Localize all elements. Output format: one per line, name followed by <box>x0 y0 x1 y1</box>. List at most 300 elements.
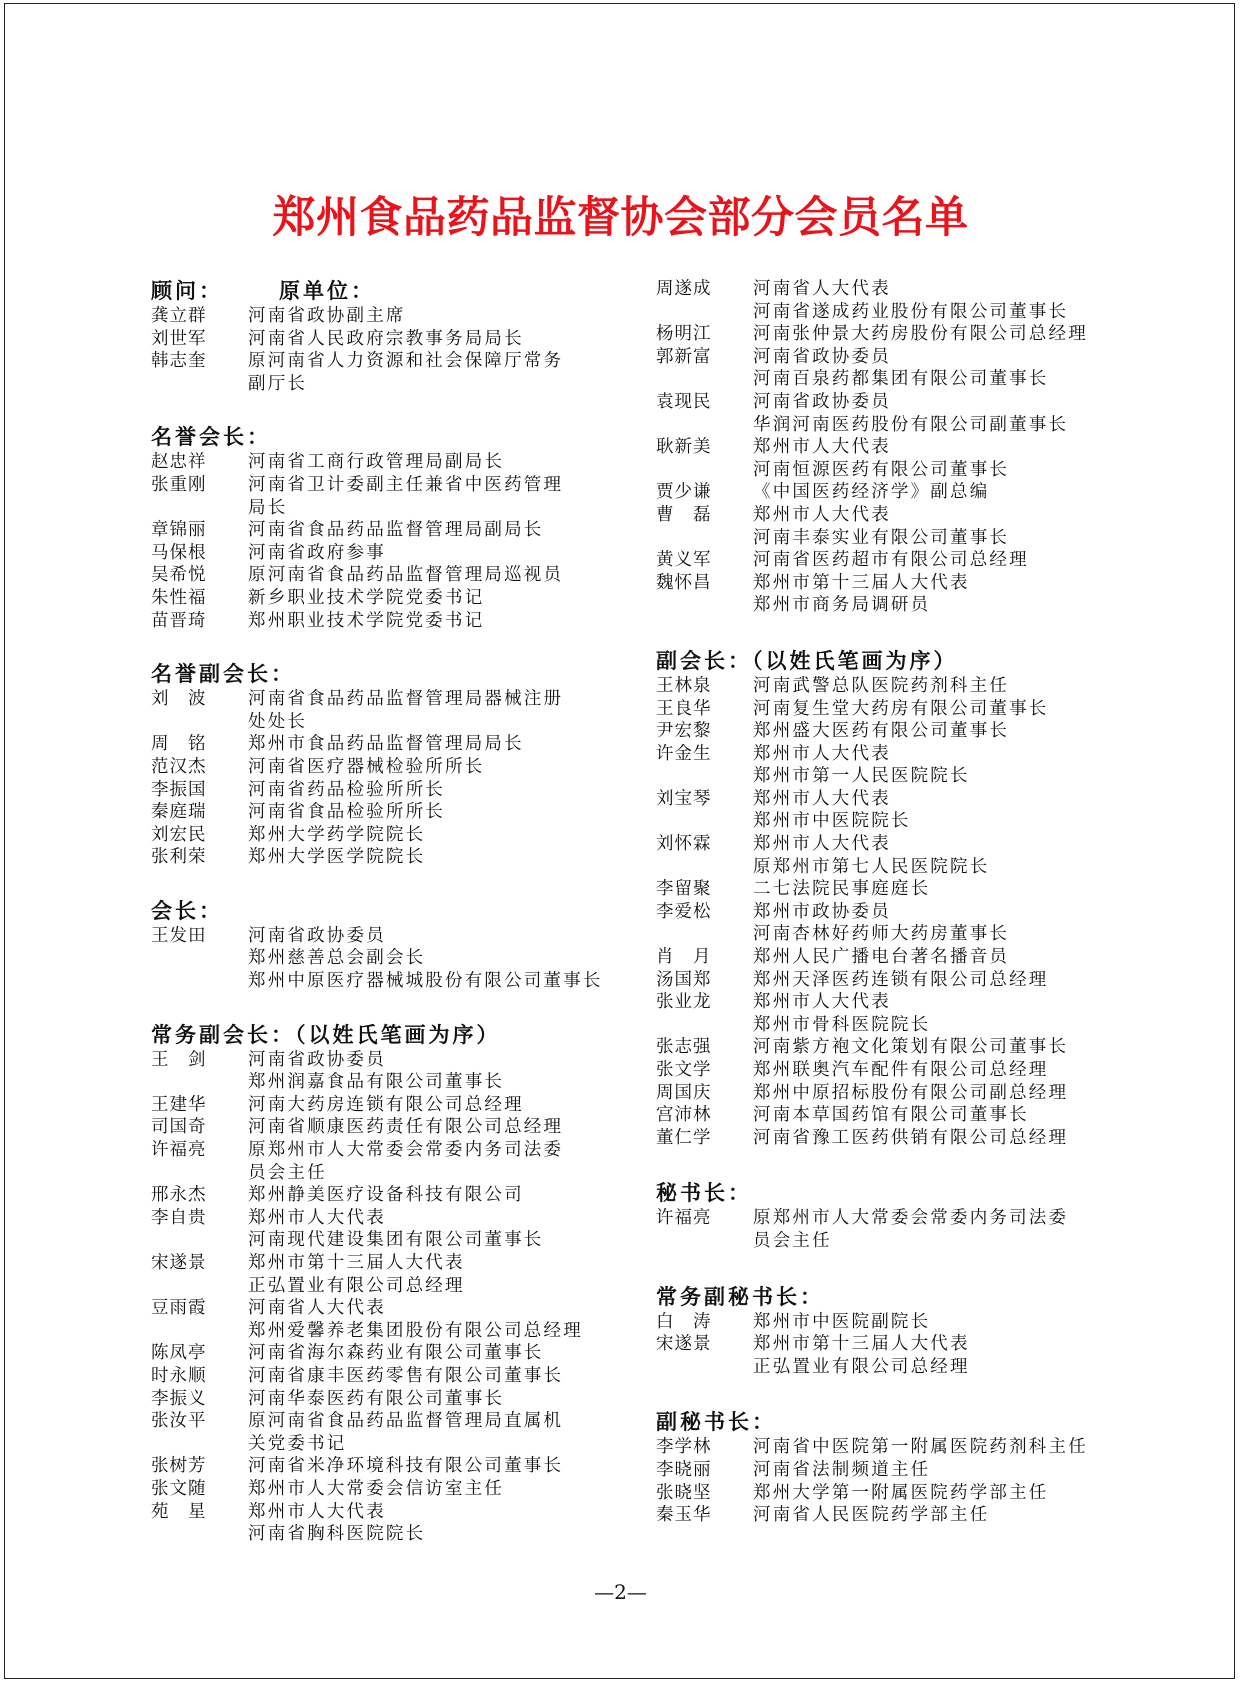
member-name: 范汉杰 <box>151 756 207 777</box>
member-title-line: 正弘置业有限公司总经理 <box>248 1275 465 1296</box>
member-name: 王发田 <box>151 925 207 946</box>
member-entry <box>151 1501 591 1546</box>
page-title: 郑州食品药品监督协会部分会员名单 <box>272 193 969 243</box>
member-name: 李留聚 <box>656 879 712 900</box>
member-title-line: 原河南省人力资源和社会保障厅常务 <box>248 351 564 372</box>
member-name: 耿新美 <box>656 437 712 458</box>
member-entry <box>151 1410 591 1455</box>
member-title-line: 正弘置业有限公司总经理 <box>753 1356 970 1377</box>
member-entry <box>151 1094 591 1117</box>
member-name: 郭新富 <box>656 346 712 367</box>
member-name: 刘宝琴 <box>656 788 712 809</box>
member-titles <box>248 1365 591 1388</box>
member-titles <box>753 504 1106 549</box>
member-titles <box>753 1082 1106 1105</box>
member-title-line: 河南省政协委员 <box>753 346 891 367</box>
member-titles <box>248 733 591 756</box>
member-titles <box>248 756 591 779</box>
member-title-line: 郑州职业技术学院党委书记 <box>248 610 485 631</box>
member-title-line: 郑州中原招标股份有限公司副总经理 <box>753 1082 1069 1103</box>
member-titles <box>753 1504 1106 1527</box>
member-section <box>151 423 591 632</box>
member-entry <box>656 675 1106 698</box>
member-title-line: 郑州人民广播电台著名播音员 <box>753 947 1010 968</box>
member-name: 邢永杰 <box>151 1185 207 1206</box>
member-titles <box>753 901 1106 946</box>
member-entry <box>656 504 1106 549</box>
member-entry <box>151 1297 591 1342</box>
member-entry <box>151 846 591 869</box>
member-title-line: 关党委书记 <box>248 1433 347 1454</box>
member-name: 李振义 <box>151 1388 207 1409</box>
member-entry <box>151 564 591 587</box>
member-titles <box>248 564 591 587</box>
member-titles <box>753 436 1106 481</box>
section-heading <box>656 647 1106 675</box>
member-name: 许金生 <box>656 743 712 764</box>
member-entry <box>656 436 1106 481</box>
member-name: 许福亮 <box>656 1208 712 1229</box>
member-name: 刘怀霖 <box>656 834 712 855</box>
member-titles <box>248 824 591 847</box>
member-titles <box>753 1459 1106 1482</box>
member-titles <box>248 519 591 542</box>
member-name: 曹 磊 <box>656 504 712 525</box>
section-heading-text: 会长： <box>151 898 223 923</box>
member-name: 赵忠祥 <box>151 452 207 473</box>
member-title-line: 河南省工商行政管理局副局长 <box>248 452 505 473</box>
member-section <box>151 277 591 395</box>
member-title-line: 华润河南医药股份有限公司副董事长 <box>753 414 1069 435</box>
member-title-line: 河南省人大代表 <box>248 1298 386 1319</box>
member-title-line: 郑州市人大代表 <box>753 834 891 855</box>
member-section <box>656 1283 1106 1379</box>
member-entry <box>656 788 1106 833</box>
member-title-line: 河南省中医院第一附属医院药剂科主任 <box>753 1437 1088 1458</box>
member-name: 王良华 <box>656 698 712 719</box>
member-title-line: 处处长 <box>248 711 308 732</box>
section-heading <box>656 1179 1106 1207</box>
member-entry <box>151 824 591 847</box>
section-heading-text: 常务副秘书长： <box>656 1284 824 1309</box>
member-title-line: 河南省米净环境科技有限公司董事长 <box>248 1456 564 1477</box>
member-title-line: 河南本草国药馆有限公司董事长 <box>753 1105 1029 1126</box>
member-titles <box>248 801 591 824</box>
member-titles <box>753 1482 1106 1505</box>
member-name: 宋遂景 <box>656 1334 712 1355</box>
member-section <box>656 278 1106 617</box>
member-entry <box>656 1333 1106 1378</box>
member-title-line: 河南省遂成药业股份有限公司董事长 <box>753 301 1069 322</box>
member-entry <box>656 346 1106 391</box>
member-entry <box>656 833 1106 878</box>
member-title-line: 郑州市人大常委会信访室主任 <box>248 1478 505 1499</box>
member-titles <box>248 1410 591 1455</box>
member-entry <box>656 946 1106 969</box>
member-titles <box>248 305 591 328</box>
member-title-line: 郑州大学第一附属医院药学部主任 <box>753 1482 1049 1503</box>
member-title-line: 河南省药品检验所所长 <box>248 779 445 800</box>
member-name: 杨明江 <box>656 324 712 345</box>
member-entry <box>151 1252 591 1297</box>
section-heading-text: 秘书长： <box>656 1181 752 1206</box>
member-section <box>151 1021 591 1546</box>
member-titles <box>753 1333 1106 1378</box>
member-entry <box>656 481 1106 504</box>
member-entry <box>151 328 591 351</box>
member-title-line: 局长 <box>248 497 288 518</box>
section-heading <box>656 1408 1106 1436</box>
section-heading <box>151 1021 591 1049</box>
member-name: 陈凤亭 <box>151 1343 207 1364</box>
member-titles <box>248 1207 591 1252</box>
member-title-line: 河南省政协委员 <box>248 1049 386 1070</box>
member-titles <box>248 610 591 633</box>
member-title-line: 郑州静美医疗设备科技有限公司 <box>248 1185 524 1206</box>
member-title-line: 原河南省食品药品监督管理局直属机 <box>248 1411 564 1432</box>
member-titles <box>248 542 591 565</box>
member-name: 宫沛林 <box>656 1105 712 1126</box>
member-name: 周遂成 <box>656 279 712 299</box>
member-title-line: 河南省胸科医院院长 <box>248 1524 426 1545</box>
member-title-line: 郑州市第一人民医院院长 <box>753 766 970 787</box>
member-title-line: 河南省政协委员 <box>248 925 386 946</box>
member-titles <box>753 1104 1106 1127</box>
member-entry <box>151 1049 591 1094</box>
right-column <box>656 278 1106 1557</box>
member-titles <box>248 587 591 610</box>
member-title-line: 河南省豫工医药供销有限公司总经理 <box>753 1127 1069 1148</box>
member-title-line: 河南丰泰实业有限公司董事长 <box>753 527 1010 548</box>
member-titles <box>753 481 1106 504</box>
member-title-line: 员会主任 <box>753 1230 832 1251</box>
section-heading-text: 顾问： <box>151 279 223 303</box>
member-entry <box>151 1365 591 1388</box>
member-title-line: 郑州市第十三届人大代表 <box>753 1334 970 1355</box>
member-entry <box>151 305 591 328</box>
member-entry <box>656 991 1106 1036</box>
member-titles <box>753 549 1106 572</box>
member-entry <box>151 779 591 802</box>
member-entry <box>151 1388 591 1411</box>
member-title-line: 河南复生堂大药房有限公司董事长 <box>753 698 1049 719</box>
member-titles <box>248 474 591 519</box>
member-titles <box>248 1049 591 1094</box>
section-heading-text: 名誉会长： <box>151 425 271 450</box>
member-entry <box>656 1104 1106 1127</box>
section-subheading: 原单位： <box>279 279 375 303</box>
member-titles <box>248 1094 591 1117</box>
member-title-line: 郑州市人大代表 <box>753 788 891 809</box>
member-titles <box>248 1297 591 1342</box>
member-entry <box>656 1504 1106 1527</box>
member-title-line: 郑州市商务局调研员 <box>753 595 931 616</box>
member-name: 张文随 <box>151 1478 207 1499</box>
member-entry <box>151 801 591 824</box>
member-entry <box>656 698 1106 721</box>
member-name: 王建华 <box>151 1094 207 1115</box>
member-entry <box>151 1342 591 1365</box>
member-name: 李爱松 <box>656 901 712 922</box>
member-name: 袁现民 <box>656 391 712 412</box>
member-titles <box>753 1127 1106 1150</box>
member-section <box>151 897 603 993</box>
member-name: 张文学 <box>656 1060 712 1080</box>
member-entry <box>656 1127 1106 1150</box>
member-titles <box>753 1436 1106 1459</box>
member-titles <box>753 720 1106 743</box>
member-title-line: 河南杏林好药师大药房董事长 <box>753 924 1010 945</box>
member-name: 尹宏黎 <box>656 721 712 742</box>
member-titles <box>753 391 1106 436</box>
member-entry <box>151 1455 591 1478</box>
member-title-line: 河南省海尔森药业有限公司董事长 <box>248 1343 544 1364</box>
member-titles <box>753 1059 1106 1082</box>
member-title-line: 河南紫方袍文化策划有限公司董事长 <box>753 1037 1069 1058</box>
member-name: 刘 波 <box>151 689 207 710</box>
member-titles <box>248 1455 591 1478</box>
member-name: 章锦丽 <box>151 520 207 541</box>
member-name: 许福亮 <box>151 1140 207 1161</box>
member-name: 王 剑 <box>151 1049 207 1070</box>
member-entry <box>151 610 591 633</box>
member-name: 周国庆 <box>656 1082 712 1103</box>
section-heading-text: 名誉副会长： <box>151 662 295 687</box>
member-title-line: 河南省人民医院药学部主任 <box>753 1505 990 1526</box>
member-titles <box>248 688 591 733</box>
member-name: 汤国郑 <box>656 969 712 990</box>
member-title-line: 郑州市中医院副院长 <box>753 1311 931 1332</box>
member-name: 李振国 <box>151 779 207 800</box>
member-titles <box>248 1116 591 1139</box>
member-titles <box>248 1501 591 1546</box>
member-entry <box>656 901 1106 946</box>
member-section <box>656 647 1106 1149</box>
member-entry <box>151 733 591 756</box>
section-heading <box>151 660 591 688</box>
member-titles <box>753 572 1106 617</box>
member-name: 张晓坚 <box>656 1482 712 1503</box>
member-entry <box>656 323 1106 346</box>
member-title-line: 郑州大学医学院院长 <box>248 847 426 868</box>
member-title-line: 原河南省食品药品监督管理局巡视员 <box>248 565 564 586</box>
member-titles <box>753 946 1106 969</box>
member-name: 张重刚 <box>151 474 207 495</box>
member-section <box>151 660 591 869</box>
member-entry <box>151 542 591 565</box>
member-title-line: 河南华泰医药有限公司董事长 <box>248 1388 505 1409</box>
member-title-line: 郑州市食品药品监督管理局局长 <box>248 734 524 755</box>
member-title-line: 郑州市第十三届人大代表 <box>753 572 970 593</box>
member-name: 贾少谦 <box>656 482 712 503</box>
member-name: 张业龙 <box>656 992 712 1013</box>
member-title-line: 郑州市第十三届人大代表 <box>248 1253 465 1273</box>
member-name: 吴希悦 <box>151 565 207 586</box>
member-title-line: 河南省医疗器械检验所所长 <box>248 756 485 777</box>
member-name: 龚立群 <box>151 306 207 326</box>
member-titles <box>753 346 1106 391</box>
member-name: 肖 月 <box>656 947 712 968</box>
member-title-line: 新乡职业技术学院党委书记 <box>248 587 485 608</box>
member-entry <box>151 1116 591 1139</box>
member-name: 马保根 <box>151 542 207 563</box>
member-entry <box>656 1082 1106 1105</box>
member-title-line: 河南省医药超市有限公司总经理 <box>753 550 1029 571</box>
member-title-line: 《中国医药经济学》副总编 <box>753 482 990 503</box>
member-section <box>656 1179 1106 1252</box>
member-titles <box>248 1388 591 1411</box>
member-entry <box>151 350 591 395</box>
member-entry <box>656 743 1106 788</box>
member-name: 王林泉 <box>656 675 712 696</box>
section-heading <box>656 1283 1106 1311</box>
member-title-line: 郑州慈善总会副会长 <box>248 948 426 969</box>
member-title-line: 郑州市人大代表 <box>753 743 891 764</box>
member-titles <box>248 925 603 993</box>
member-title-line: 河南省顺康医药责任有限公司总经理 <box>248 1117 564 1138</box>
member-name: 李晓丽 <box>656 1459 712 1480</box>
member-titles <box>753 323 1106 346</box>
member-titles <box>753 969 1106 992</box>
member-name: 张树芳 <box>151 1456 207 1477</box>
member-title-line: 郑州天泽医药连锁有限公司总经理 <box>753 969 1049 990</box>
member-name: 董仁学 <box>656 1127 712 1148</box>
member-titles <box>753 278 1106 323</box>
section-heading <box>151 277 591 305</box>
member-entry <box>151 925 603 993</box>
member-titles <box>248 328 591 351</box>
member-titles <box>248 1184 591 1207</box>
member-name: 苗晋琦 <box>151 610 207 631</box>
member-entry <box>151 688 591 733</box>
member-title-line: 河南大药房连锁有限公司总经理 <box>248 1094 524 1115</box>
section-heading <box>151 423 591 451</box>
member-entry <box>656 1059 1106 1082</box>
member-name: 周 铭 <box>151 734 207 755</box>
member-title-line: 河南百泉药都集团有限公司董事长 <box>753 369 1049 390</box>
member-entry <box>151 1184 591 1207</box>
member-entry <box>656 278 1106 323</box>
member-name: 张志强 <box>656 1037 712 1058</box>
member-title-line: 员会主任 <box>248 1162 327 1183</box>
member-titles <box>248 846 591 869</box>
member-title-line: 河南武警总队医院药剂科主任 <box>753 675 1010 696</box>
member-titles <box>248 779 591 802</box>
member-title-line: 河南省食品药品监督管理局副局长 <box>248 520 544 541</box>
member-title-line: 郑州市骨科医院院长 <box>753 1014 931 1035</box>
member-entry <box>656 1436 1106 1459</box>
member-title-line: 河南省食品药品监督管理局器械注册 <box>248 689 564 710</box>
member-name: 李学林 <box>656 1437 712 1458</box>
member-name: 李自贵 <box>151 1207 207 1228</box>
page-number: —2— <box>594 1580 647 1604</box>
member-title-line: 河南省卫计委副主任兼省中医药管理 <box>248 474 564 495</box>
member-title-line: 郑州市人大代表 <box>248 1501 386 1522</box>
member-entry <box>151 1478 591 1501</box>
member-title-line: 郑州大学药学院院长 <box>248 824 426 845</box>
member-name: 张汝平 <box>151 1411 207 1432</box>
member-titles <box>248 1139 591 1184</box>
member-name: 宋遂景 <box>151 1253 207 1273</box>
member-section <box>656 1408 1106 1526</box>
member-title-line: 二七法院民事庭庭长 <box>753 879 931 900</box>
member-title-line: 河南省康丰医药零售有限公司董事长 <box>248 1365 564 1386</box>
member-titles <box>753 675 1106 698</box>
member-title-line: 原郑州市人大常委会常委内务司法委 <box>248 1140 564 1161</box>
member-titles <box>753 878 1106 901</box>
member-title-line: 郑州市政协委员 <box>753 901 891 922</box>
member-name: 秦庭瑞 <box>151 802 207 823</box>
member-title-line: 郑州市人大代表 <box>753 992 891 1013</box>
member-entry <box>151 756 591 779</box>
member-titles <box>753 1036 1106 1059</box>
member-title-line: 郑州市人大代表 <box>753 437 891 458</box>
member-title-line: 原郑州市第七人民医院院长 <box>753 856 990 877</box>
member-title-line: 郑州爱馨养老集团股份有限公司总经理 <box>248 1320 583 1341</box>
member-title-line: 河南省政府参事 <box>248 542 386 563</box>
member-entry <box>656 572 1106 617</box>
member-entry <box>656 1207 1106 1252</box>
member-title-line: 河南现代建设集团有限公司董事长 <box>248 1230 544 1251</box>
member-titles <box>753 698 1106 721</box>
member-entry <box>151 587 591 610</box>
member-titles <box>753 991 1106 1036</box>
member-name: 白 涛 <box>656 1311 712 1332</box>
member-name: 秦玉华 <box>656 1505 712 1526</box>
section-heading <box>151 897 591 925</box>
member-entry <box>656 1459 1106 1482</box>
member-name: 刘世军 <box>151 328 207 349</box>
member-titles <box>248 1478 591 1501</box>
section-heading-text: 副会长：（以姓氏笔画为序） <box>656 648 958 673</box>
member-titles <box>248 451 591 474</box>
member-title-line: 郑州润嘉食品有限公司董事长 <box>248 1072 505 1093</box>
member-entry <box>656 391 1106 436</box>
member-entry <box>656 1482 1106 1505</box>
member-entry <box>151 474 591 519</box>
member-title-line: 郑州联奥汽车配件有限公司总经理 <box>753 1060 1049 1080</box>
member-titles <box>753 833 1106 878</box>
member-entry <box>656 549 1106 572</box>
member-titles <box>753 1311 1106 1334</box>
member-name: 魏怀昌 <box>656 572 712 593</box>
member-title-line: 河南省法制频道主任 <box>753 1459 931 1480</box>
member-titles <box>248 1342 591 1365</box>
member-title-line: 郑州市人大代表 <box>248 1207 386 1228</box>
member-name: 豆雨霞 <box>151 1298 207 1319</box>
member-title-line: 原郑州市人大常委会常委内务司法委 <box>753 1208 1069 1229</box>
member-title-line: 河南省政协委员 <box>753 391 891 412</box>
member-title-line: 郑州市中医院院长 <box>753 811 911 832</box>
member-name: 苑 星 <box>151 1501 207 1522</box>
member-entry <box>656 969 1106 992</box>
member-titles <box>248 1252 591 1297</box>
member-titles <box>753 1207 1106 1252</box>
member-title-line: 河南恒源医药有限公司董事长 <box>753 459 1010 480</box>
member-name: 黄义军 <box>656 550 712 571</box>
member-entry <box>151 451 591 474</box>
member-entry <box>656 878 1106 901</box>
member-title-line: 郑州中原医疗器械城股份有限公司董事长 <box>248 971 603 992</box>
left-column <box>151 277 603 1574</box>
member-entry <box>656 720 1106 743</box>
member-entry <box>656 1311 1106 1334</box>
member-entry <box>656 1036 1106 1059</box>
member-title-line: 郑州市人大代表 <box>753 504 891 525</box>
member-entry <box>151 1207 591 1252</box>
member-entry <box>151 1139 591 1184</box>
member-title-line: 河南省食品检验所所长 <box>248 802 445 823</box>
